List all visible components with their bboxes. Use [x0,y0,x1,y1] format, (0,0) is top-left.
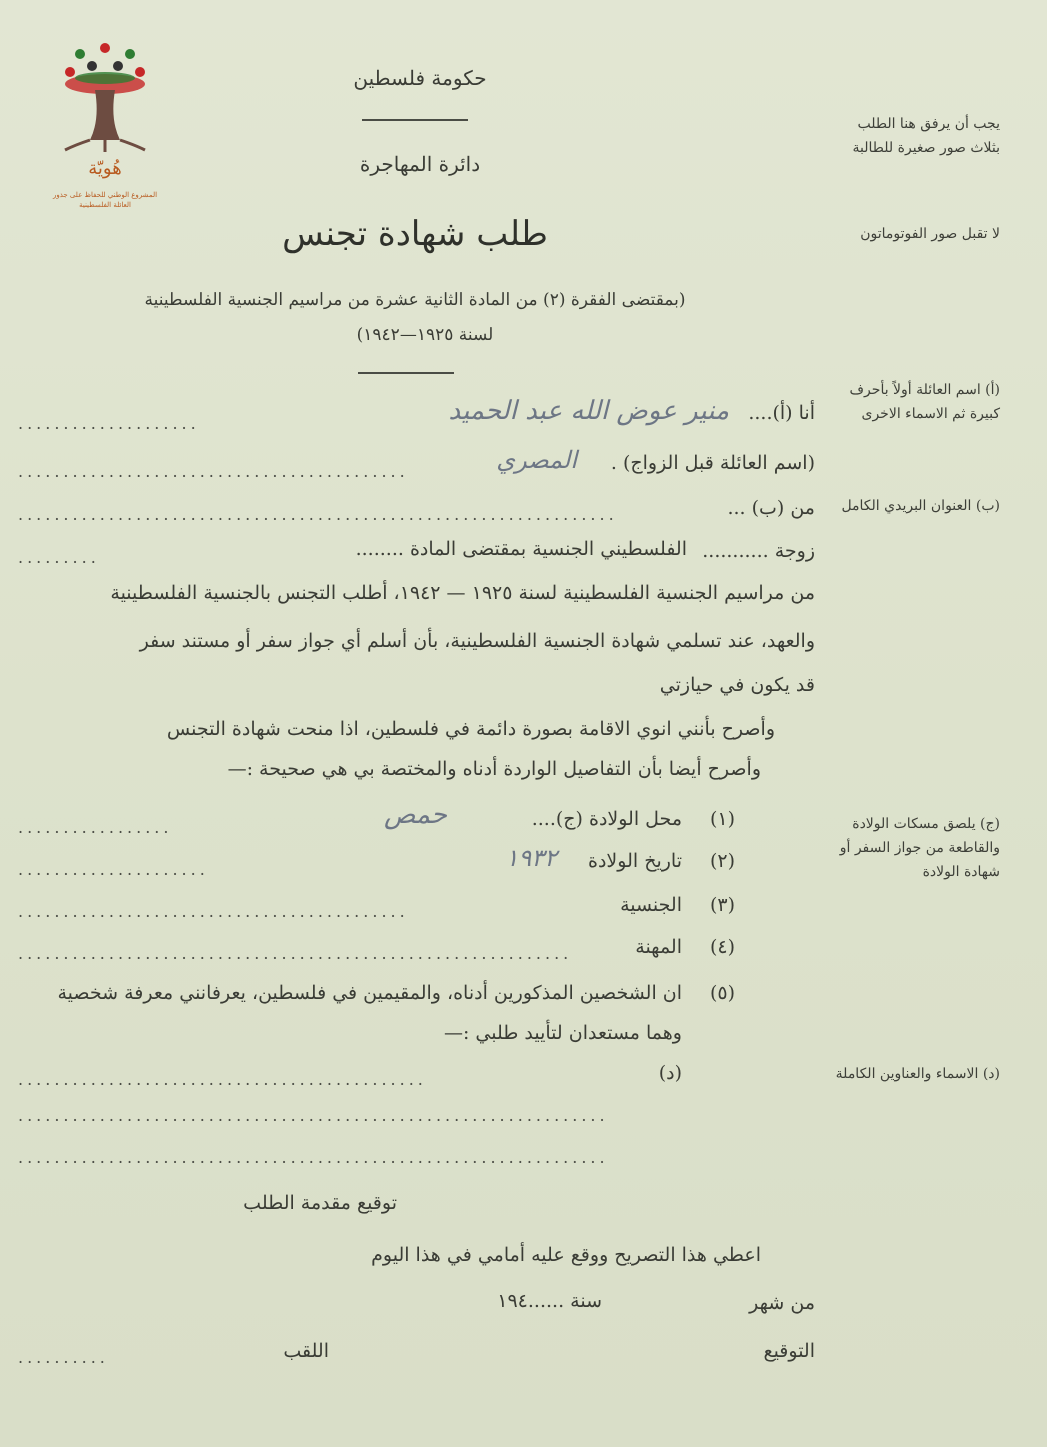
paragraph2-line1: وأصرح بأنني انوي الاقامة بصورة دائمة في فلسطين، اذا منحت شهادة التجنس [166,718,775,740]
note-photomaton: لا تقبل صور الفوتوماتون [860,226,1000,242]
ana-handwritten-value: منير عوض الله عبد الحميد [448,396,729,426]
item1-number: (١) [709,808,735,830]
referee-dotted-line-3: ................................................................. [18,1148,609,1167]
item3-number: (٣) [709,894,735,916]
wife-label: زوجة ........... [702,540,815,562]
maiden-name-label: (اسم العائلة قبل الزواج) . [610,452,815,474]
hawiya-logo [50,40,160,220]
ana-dotted-line: .................... [18,414,200,433]
nationality-label: الجنسية [620,894,682,916]
profession-dotted-line: ............................................................. [18,944,573,963]
ana-label: أنا (أ).... [748,402,815,424]
form-title: طلب شهادة تجنس [282,214,548,254]
header-divider [362,119,468,121]
form-subtitle-line1: (بمقتضى الفقرة (٢) من المادة الثانية عشرة من مراسيم الجنسية الفلسطينية [144,290,686,310]
maiden-dotted-line: ........................................... [18,462,409,481]
birthdate-dotted-line: ..................... [18,860,209,879]
title-label: اللقب [283,1340,329,1362]
referees-line2: وهما مستعدان لتأييد طلبي :— [443,1022,682,1044]
title-dotted-line: .......... [18,1348,109,1367]
nationality-dotted-line: ........................................... [18,902,409,921]
logo-name: هُويّة [88,158,122,179]
paragraph1-line2: والعهد، عند تسلمي شهادة الجنسية الفلسطينية، بأن أسلم أي جواز سفر أو مستند سفر [139,630,815,652]
paragraph1-line1: من مراسيم الجنسية الفلسطينية لسنة ١٩٢٥ — ١٩٤٢، أطلب التجنس بالجنسية الفلسطينية [110,582,815,604]
form-subtitle-line2: لسنة ١٩٢٥—١٩٤٢) [356,325,494,345]
referee-d-label: (د) [658,1062,682,1084]
note-family-name: (أ) اسم العائلة أولاً بأحرف كبيرة ثم الاسماء الاخرى [849,382,1000,422]
birthdate-value: ١٩٣٢ [505,844,557,872]
item2-number: (٢) [709,850,735,872]
note-birth-documents: (ج) يلصق مسكات الولادة والقاطعة من جواز السفر أو شهادة الولادة [839,816,1000,880]
wife-nationality-text: الفلسطيني الجنسية بمقتضى المادة ........ [355,538,687,560]
referee-dotted-line-2: ................................................................. [18,1106,609,1125]
logo-tagline: المشروع الوطني للحفاظ على جذور العائلة الفلسطينية [52,191,158,209]
government-heading: حكومة فلسطين [353,66,487,90]
department-heading: دائرة المهاجرة [359,152,481,176]
birthplace-label: محل الولادة (ج).... [531,808,682,830]
from-dotted-line: .................................................................. [18,505,618,524]
profession-label: المهنة [635,936,682,958]
maiden-name-value: المصري [496,446,577,474]
paragraph2-line2: وأصرح أيضا بأن التفاصيل الواردة أدناه والمختصة بي هي صحيحة :— [227,758,761,780]
subtitle-divider [358,372,454,374]
wife-dotted-line: ......... [18,548,100,567]
birthplace-dotted-line: ................. [18,818,173,837]
birthplace-value: حمص [384,800,447,830]
item4-number: (٤) [709,936,735,958]
birthdate-label: تاريخ الولادة [588,850,682,872]
note-postal-address: (ب) العنوان البريدي الكامل [841,498,1000,514]
from-address-label: من (ب) ... [727,497,815,519]
month-label: من شهر [749,1292,815,1314]
note-photos: يجب أن يرفق هنا الطلب بثلاث صور صغيرة للطالبة [852,116,1000,156]
referees-line1: ان الشخصين المذكورين أدناه، والمقيمين في فلسطين، يعرفانني معرفة شخصية [57,982,682,1004]
signature-label: التوقيع [763,1340,815,1362]
note-names-addresses: (د) الاسماء والعناوين الكاملة [835,1066,1000,1082]
referee-d-dotted-line: ............................................. [18,1070,427,1089]
applicant-signature-label: توقيع مقدمة الطلب [243,1192,397,1214]
item5-number: (٥) [709,982,735,1004]
declaration-text: اعطي هذا التصريح ووقع عليه أمامي في هذا اليوم [371,1244,761,1266]
year-label: سنة ......١٩٤ [497,1290,602,1312]
paragraph1-line3: قد يكون في حيازتي [659,674,815,696]
